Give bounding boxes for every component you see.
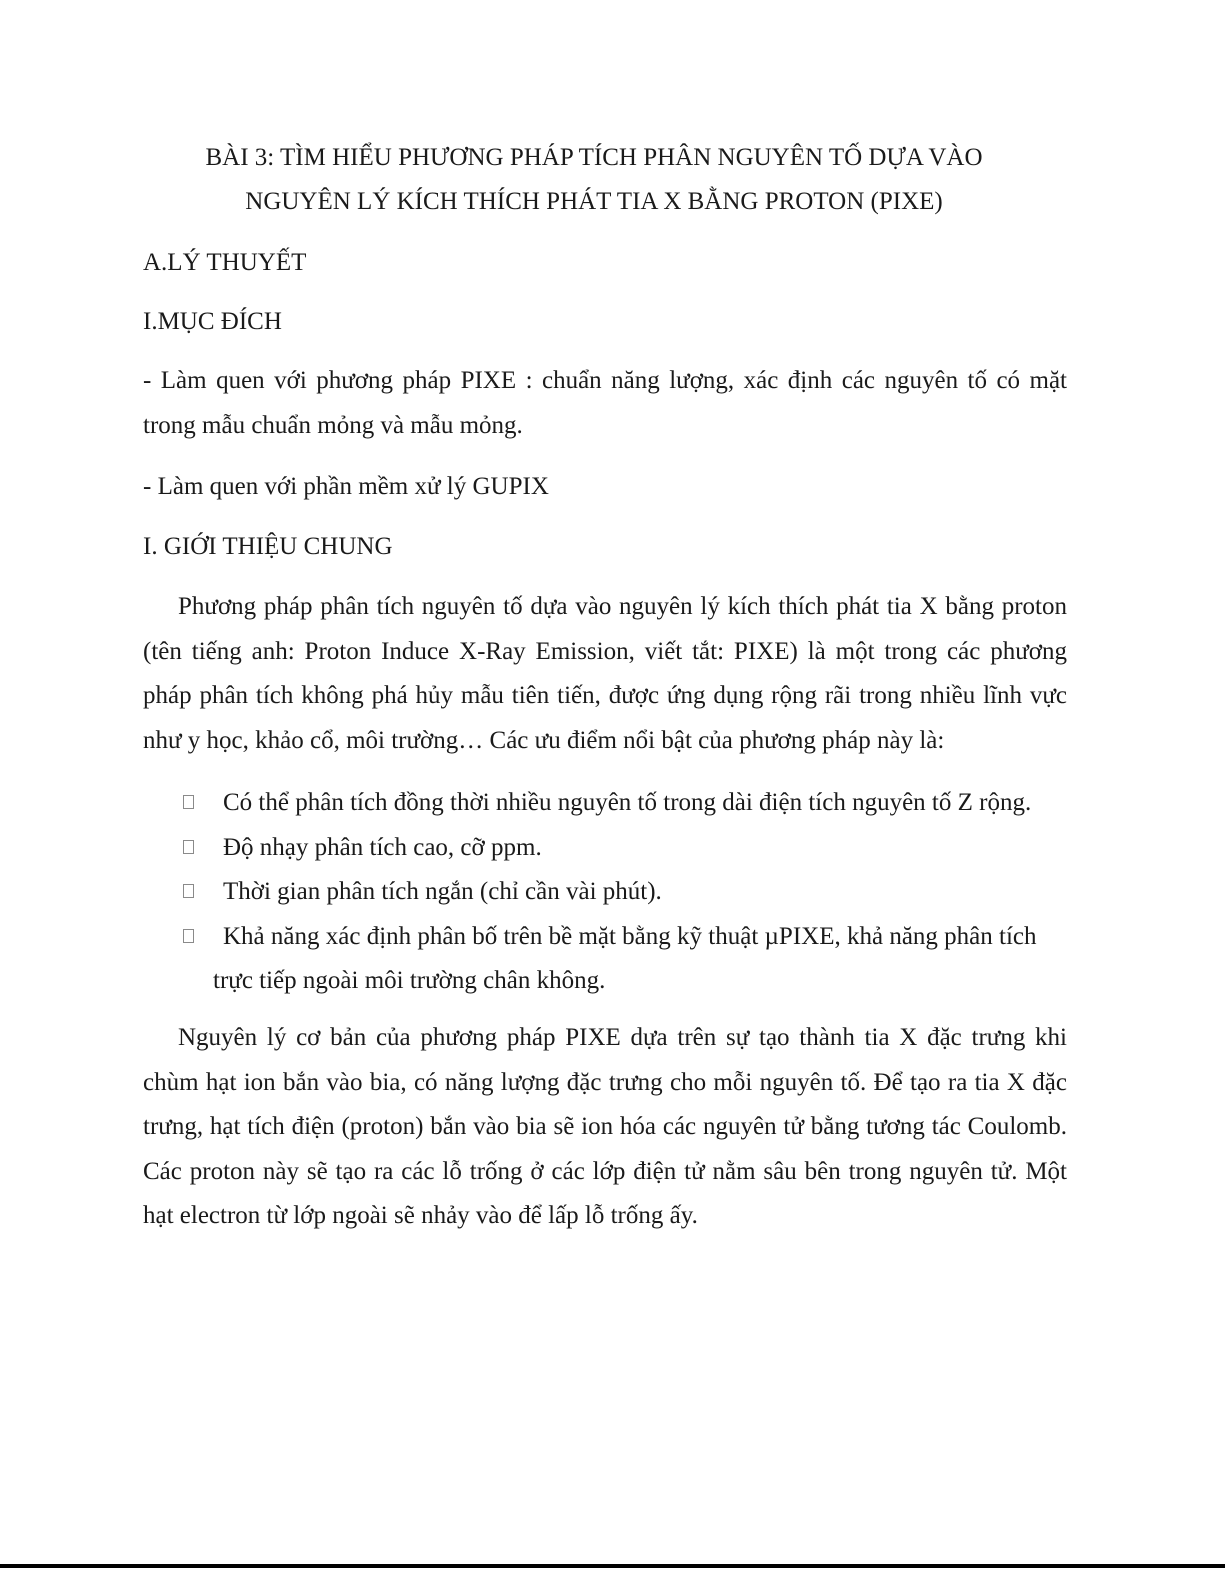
checkbox-bullet-icon	[183, 929, 194, 943]
list-item-text: Khả năng xác định phân bố trên bề mặt bằng kỹ thuật µPIXE, khả năng phân tích	[223, 922, 1037, 950]
title-line-1: BÀI 3: TÌM HIỂU PHƯƠNG PHÁP TÍCH PHÂN NGUYÊN TỐ DỰA VÀO	[205, 144, 983, 171]
list-item	[143, 781, 1083, 826]
list-item-text: Thời gian phân tích ngắn (chỉ cần vài phút).	[223, 878, 662, 905]
advantages-list	[143, 781, 1083, 1004]
list-item-text: Độ nhạy phân tích cao, cỡ ppm.	[223, 833, 542, 861]
page-bottom-border	[0, 1564, 1225, 1568]
list-item	[143, 826, 1083, 871]
checkbox-bullet-icon	[183, 795, 194, 809]
checkbox-bullet-icon	[183, 840, 194, 854]
list-item	[143, 870, 1083, 915]
purpose-item-2: - Làm quen với phần mềm xử lý GUPIX	[143, 473, 549, 500]
list-item-text-continued: trực tiếp ngoài môi trường chân không.	[213, 967, 606, 994]
section-heading-theory: A.LÝ THUYẾT	[143, 249, 307, 276]
section-heading-purpose: I.MỤC ĐÍCH	[143, 308, 282, 335]
purpose-item-1: - Làm quen với phương pháp PIXE : chuẩn năng lượng, xác định các nguyên tố có mặt trong mẫu chuẩn mỏng và mẫu mỏng.	[143, 367, 1067, 439]
list-item	[143, 915, 1083, 1004]
checkbox-bullet-icon	[183, 884, 194, 898]
document-title	[120, 136, 1068, 224]
section-heading-intro: I. GIỚI THIỆU CHUNG	[143, 533, 393, 560]
title-line-2: NGUYÊN LÝ KÍCH THÍCH PHÁT TIA X BẰNG PROTON (PIXE)	[245, 188, 943, 215]
intro-paragraph: Phương pháp phân tích nguyên tố dựa vào nguyên lý kích thích phát tia X bằng proton (tên tiếng anh: Proton Induce X-Ray Emission, viết tắt: PIXE) là một trong các phương pháp phân tích không phá hủy mẫu tiên tiến, được ứng dụng rộng rãi trong nhiều lĩnh vực như y học, khảo cổ, môi trường… Các ưu điểm nổi bật của phương pháp này là:	[143, 593, 1067, 754]
list-item-text: Có thể phân tích đồng thời nhiều nguyên tố trong dài điện tích nguyên tố Z rộng.	[223, 789, 1032, 816]
principle-paragraph: Nguyên lý cơ bản của phương pháp PIXE dựa trên sự tạo thành tia X đặc trưng khi chùm hạt ion bắn vào bia, có năng lượng đặc trưng cho mỗi nguyên tố. Để tạo ra tia X đặc trưng, hạt tích điện (proton) bắn vào bia sẽ ion hóa các nguyên tử bằng tương tác Coulomb. Các proton này sẽ tạo ra các lỗ trống ở các lớp điện tử nằm sâu bên trong nguyên tử. Một hạt electron từ lớp ngoài sẽ nhảy vào để lấp lỗ trống ấy.	[143, 1024, 1067, 1229]
